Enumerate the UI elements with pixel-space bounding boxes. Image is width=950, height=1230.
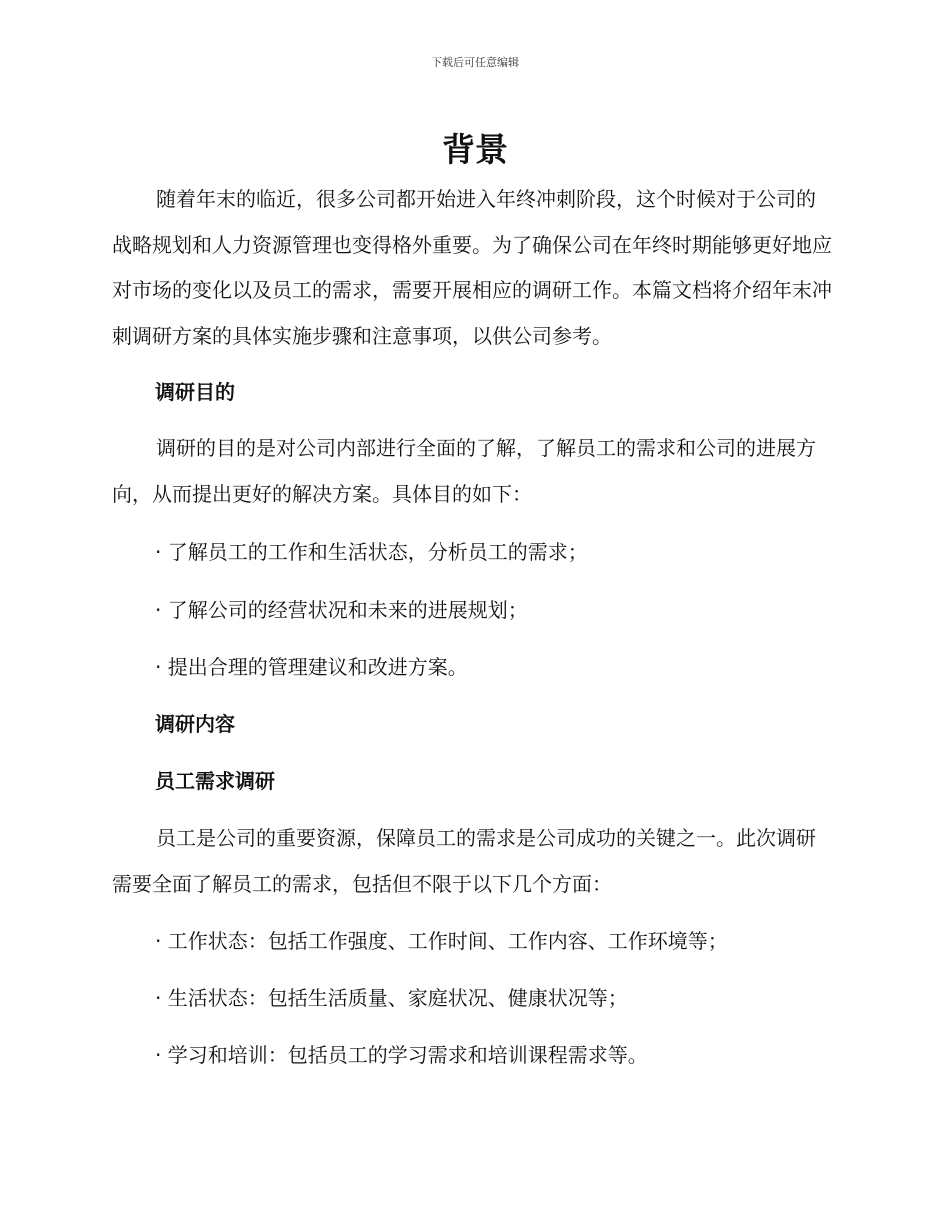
content-bullet-1: · 工作状态：包括工作强度、工作时间、工作内容、工作环境等； [155,929,728,953]
employee-needs-subheading: 员工需求调研 [155,769,275,793]
purpose-bullet-2: · 了解公司的经营状况和未来的进展规划； [155,598,528,622]
content-heading: 调研内容 [155,712,235,736]
content-paragraph: 员工是公司的重要资源，保障员工的需求是公司成功的关键之一。此次调研需要全面了解员工的需求，包括但不限于以下几个方面： [112,826,816,896]
page-header: 下载后可任意编辑 [431,56,519,69]
page-title: 背景 [442,130,508,169]
intro-paragraph: 随着年末的临近，很多公司都开始进入年终冲刺阶段，这个时候对于公司的战略规划和人力资源管理也变得格外重要。为了确保公司在年终时期能够更好地应对市场的变化以及员工的需求，需要开展相应的调研工作。本篇文档将介绍年末冲刺调研方案的具体实施步骤和注意事项，以供公司参考。 [112,187,832,348]
purpose-bullet-3: · 提出合理的管理建议和改进方案。 [155,655,468,679]
purpose-heading: 调研目的 [155,380,235,404]
content-bullet-2: · 生活状态：包括生活质量、家庭状况、健康状况等； [155,986,628,1010]
purpose-paragraph: 调研的目的是对公司内部进行全面的了解，了解员工的需求和公司的进展方向，从而提出更好的解决方案。具体目的如下： [112,436,816,506]
purpose-bullet-1: · 了解员工的工作和生活状态，分析员工的需求； [155,540,588,564]
content-bullet-3: · 学习和培训：包括员工的学习需求和培训课程需求等。 [155,1043,648,1067]
